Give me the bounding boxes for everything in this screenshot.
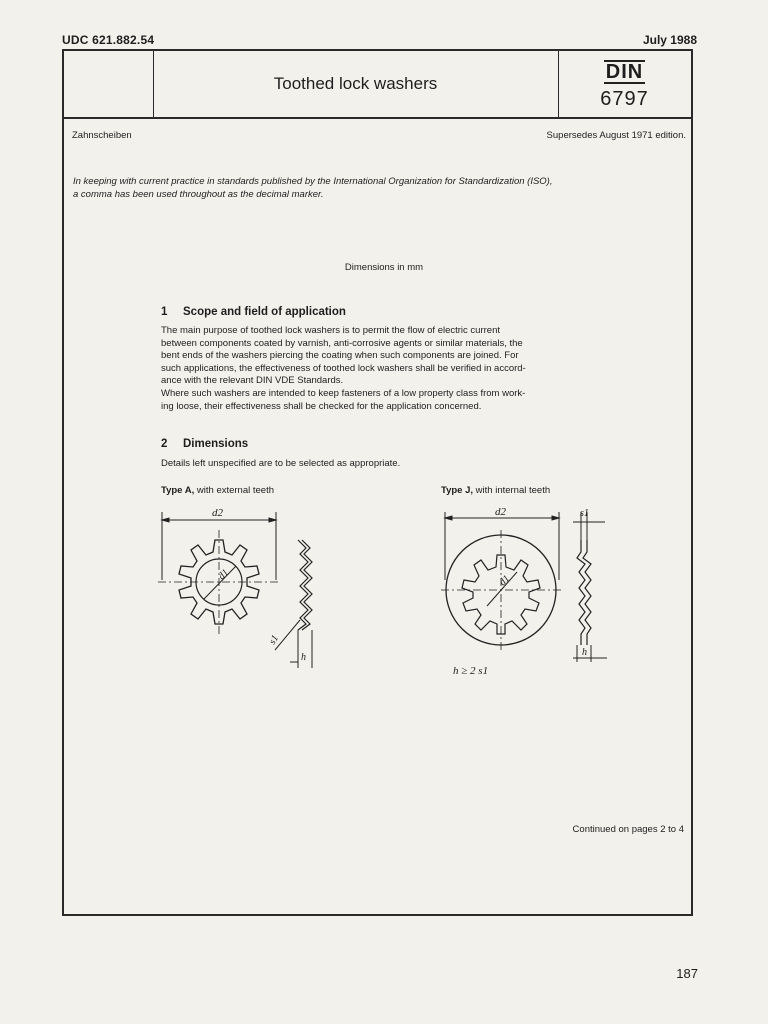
h-label: h bbox=[301, 652, 306, 663]
d2-label: d2 bbox=[495, 506, 506, 518]
title-block bbox=[62, 49, 693, 119]
body-line: ing loose, their effectiveness shall be checked for the application concerned. bbox=[161, 400, 482, 412]
arrow-head bbox=[269, 518, 276, 522]
side-profile bbox=[298, 540, 308, 630]
document-title: Toothed lock washers bbox=[153, 51, 559, 117]
section-1-body bbox=[161, 325, 611, 413]
d1-label: d1 bbox=[497, 573, 513, 589]
s1-leader bbox=[275, 620, 300, 650]
body-line: Where such washers are intended to keep fasteners of a low property class from work- bbox=[161, 387, 526, 399]
dimensions-unit-note: Dimensions in mm bbox=[344, 262, 424, 273]
section-title: Scope and field of application bbox=[183, 306, 346, 318]
body-line: The main purpose of toothed lock washers is to permit the flow of electric current bbox=[161, 325, 500, 336]
h-label: h bbox=[582, 647, 587, 658]
type-a-label bbox=[161, 485, 274, 496]
din-number: 6797 bbox=[600, 88, 649, 110]
german-title: Zahnscheiben bbox=[72, 130, 132, 141]
page-number: 187 bbox=[676, 966, 698, 981]
type-j-drawing bbox=[435, 500, 615, 665]
section-number: 1 bbox=[161, 306, 168, 318]
din-logo: DIN bbox=[605, 61, 644, 83]
section-1-heading bbox=[161, 306, 346, 318]
section-2-body: Details left unspecified are to be selected as appropriate. bbox=[161, 458, 401, 469]
d2-label: d2 bbox=[212, 507, 223, 519]
body-line: bent ends of the washers piercing the coating when such components are joined. For bbox=[161, 350, 519, 362]
body-line: such applications, the effectiveness of toothed lock washers shall be verified in accord- bbox=[161, 362, 526, 374]
decimal-marker-note bbox=[73, 175, 683, 201]
type-j-bold: Type J, bbox=[441, 485, 474, 496]
section-title: Dimensions bbox=[183, 438, 249, 450]
type-j-label bbox=[441, 485, 550, 496]
din-block bbox=[558, 51, 691, 117]
s1-label: s1 bbox=[580, 508, 589, 519]
body-line: between components coated by varnish, anti-corrosive agents or similar materials, the bbox=[161, 337, 523, 349]
side-profile bbox=[302, 540, 312, 630]
type-a-desc: with external teeth bbox=[194, 485, 275, 496]
type-j-desc: with internal teeth bbox=[473, 485, 551, 496]
title-block-left-cell bbox=[64, 51, 154, 117]
section-number: 2 bbox=[161, 438, 168, 450]
h-formula: h ≥ 2 s1 bbox=[453, 665, 489, 677]
continued-note: Continued on pages 2 to 4 bbox=[572, 824, 684, 835]
udc-code: UDC 621.882.54 bbox=[62, 33, 155, 47]
d1-label: d1 bbox=[216, 567, 232, 583]
arrow-head bbox=[552, 516, 559, 520]
type-a-bold: Type A, bbox=[161, 485, 195, 496]
decimal-note-line: a comma has been used throughout as the decimal marker. bbox=[73, 189, 324, 200]
arrow-head bbox=[445, 516, 452, 520]
section-2-heading bbox=[161, 438, 248, 450]
arrow-head bbox=[162, 518, 169, 522]
supersedes-note: Supersedes August 1971 edition. bbox=[546, 130, 686, 141]
decimal-note-line: In keeping with current practice in standards published by the International Organization for Standardization (ISO), bbox=[73, 176, 553, 187]
body-line: ance with the relevant DIN VDE Standards. bbox=[161, 375, 344, 387]
s1-label: s1 bbox=[267, 633, 282, 647]
type-a-drawing bbox=[150, 500, 350, 675]
issue-date: July 1988 bbox=[642, 33, 697, 47]
